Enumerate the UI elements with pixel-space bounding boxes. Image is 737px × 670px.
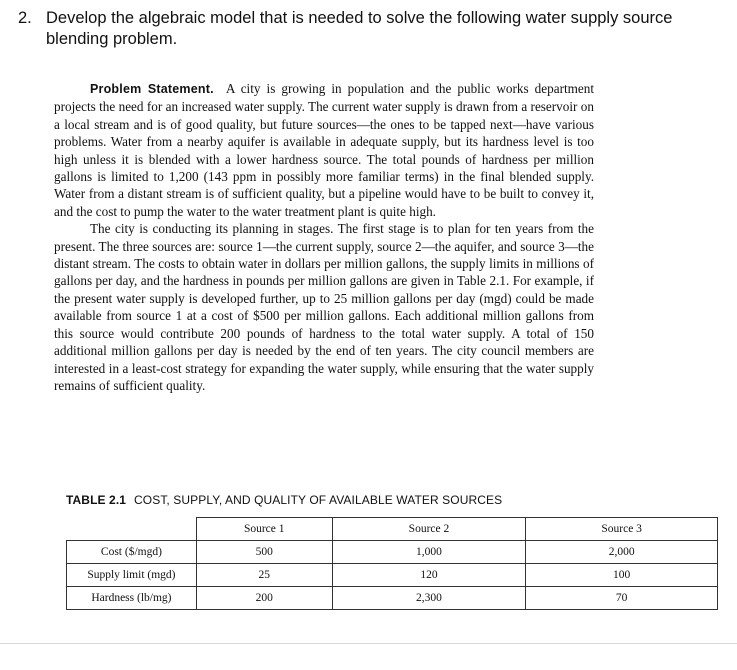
table-header-row [67,518,718,541]
table-cell: 500 [196,541,332,564]
table-caption [66,493,502,507]
table-cell: 1,000 [332,541,526,564]
table-cell: 200 [196,587,332,610]
table-title: COST, SUPPLY, AND QUALITY OF AVAILABLE WATER SOURCES [134,493,503,507]
table-row [67,541,718,564]
problem-paragraph-1-text: A city is growing in population and the public works department projects the need for an increased water supply. The current water supply is drawn from a reservoir on a local stream and is of good quality, but future sources—the ones to be tapped next—have various problems. Water from a nearby aquifer is available in adequate supply, but its hardness level is too high unless it is blended with a lower hardness source. The total pounds of hardness per million gallons is limited to 1,200 (143 ppm in possibly more familiar terms) in the final blended supply. Water from a distant stream is of sufficient quality, but a pipeline would have to be built to convey it, and the cost to pump the water to the water treatment plant is quite high. [54,81,595,219]
problem-lead: Problem Statement. [90,82,214,96]
table-cell: 120 [332,564,526,587]
table-corner-cell [67,518,197,541]
table-cell: 2,000 [526,541,718,564]
column-header-source-1: Source 1 [196,518,332,541]
question-text-line1: Develop the algebraic model that is needed to solve the following water supply source [46,9,673,27]
problem-paragraph-2: The city is conducting its planning in stages. The first stage is to plan for ten years from the present. The three sources are: source 1—the current supply, source 2—the aquifer, and source 3—the distant stream. The costs to obtain water in dollars per million gallons, the supply limits in millions of gallons per day, and the hardness in pounds per million gallons are given in Table 2.1. For example, if the present water supply is developed further, up to 25 million gallons per day (mgd) could be made available from source 1 at a cost of $500 per million gallons. Each additional million gallons from this source would contribute 200 pounds of hardness to the total water supply. A total of 150 additional million gallons per day is needed by the end of ten years. The city council members are interested in a least-cost strategy for expanding the water supply, while ensuring that the water supply remains of sufficient quality. [54,221,594,393]
table-cell: 70 [526,587,718,610]
row-label-cost: Cost ($/mgd) [67,541,197,564]
question-text-line2: blending problem. [46,30,178,48]
question-number: 2. [18,9,32,27]
table-cell: 100 [526,564,718,587]
question-heading [18,8,718,50]
problem-statement [54,80,594,394]
table-row [67,564,718,587]
table-number: TABLE 2.1 [66,493,127,507]
table-cell: 2,300 [332,587,526,610]
table-cell: 25 [196,564,332,587]
column-header-source-2: Source 2 [332,518,526,541]
bottom-divider [0,643,737,644]
row-label-hardness: Hardness (lb/mg) [67,587,197,610]
column-header-source-3: Source 3 [526,518,718,541]
table-row [67,587,718,610]
row-label-supply-limit: Supply limit (mgd) [67,564,197,587]
water-sources-table [66,517,718,610]
problem-paragraph-1 [54,80,594,220]
